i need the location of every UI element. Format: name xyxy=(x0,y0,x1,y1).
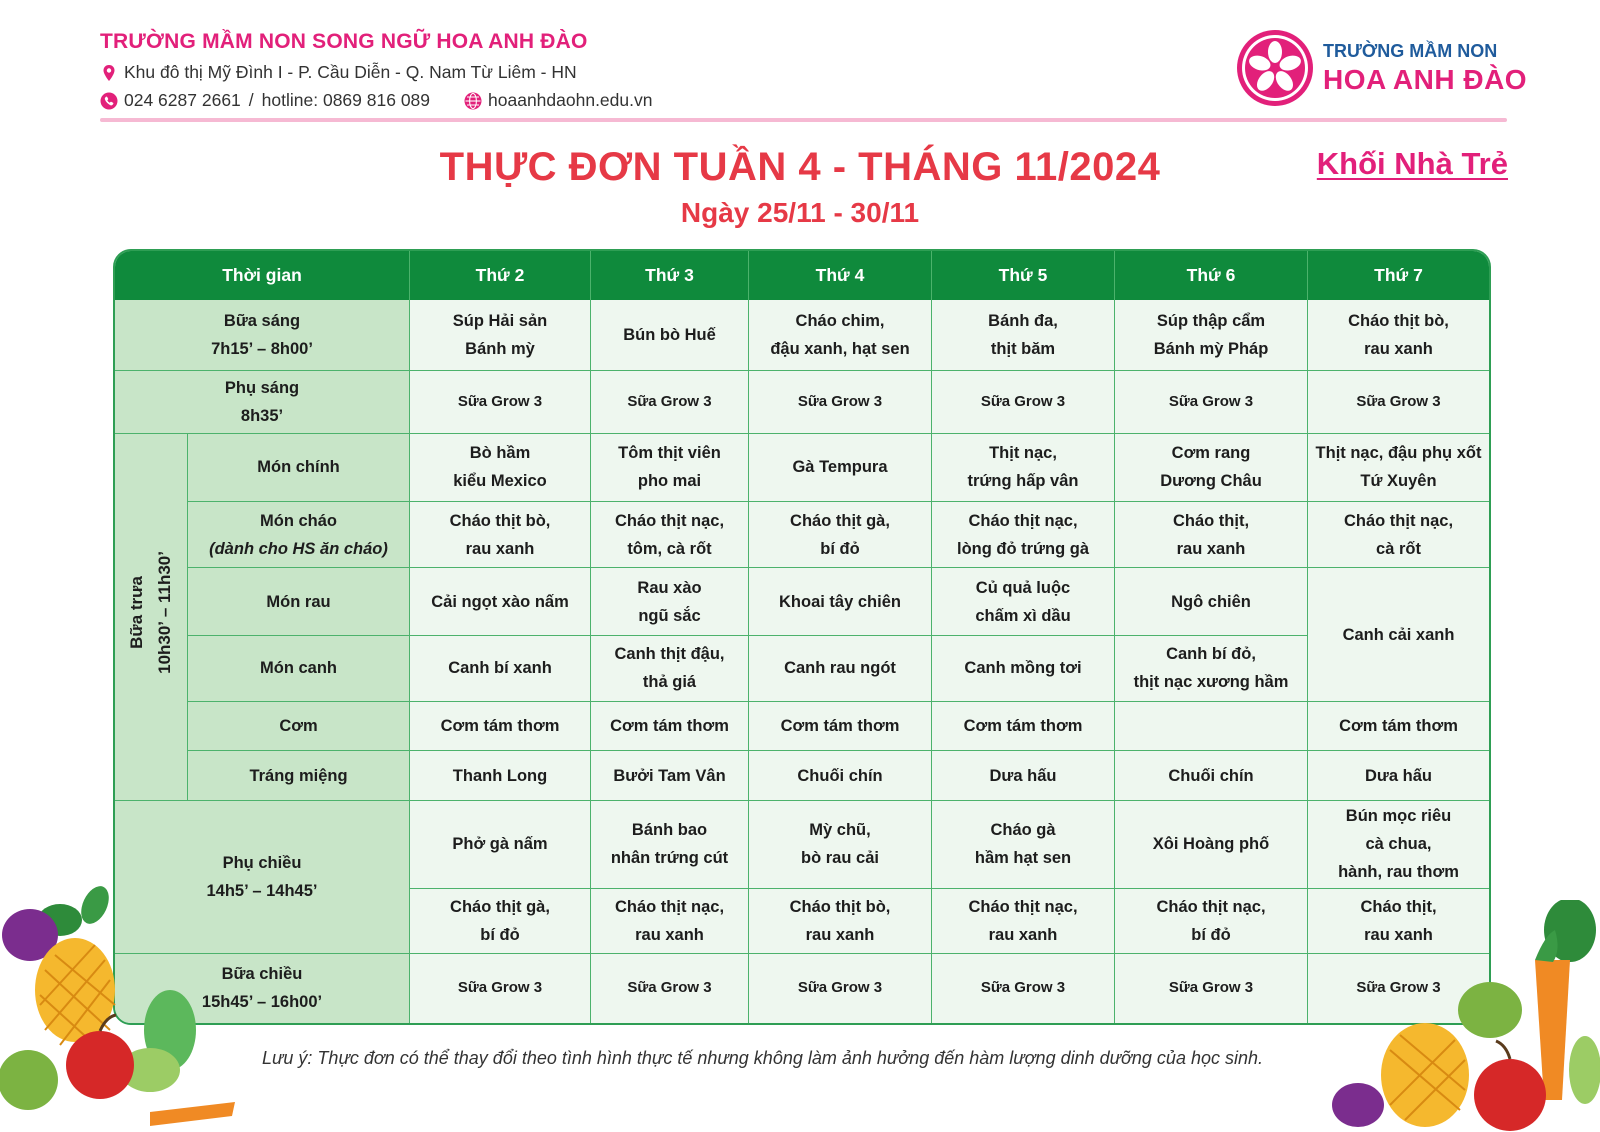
menu-cell: Súp Hải sản Bánh mỳ xyxy=(409,300,590,370)
row-label-rice: Cơm xyxy=(187,701,409,750)
menu-cell: Sữa Grow 3 xyxy=(748,370,931,432)
menu-cell: Canh mồng tơi xyxy=(931,635,1114,701)
menu-cell: Khoai tây chiên xyxy=(748,567,931,634)
menu-cell: Canh rau ngót xyxy=(748,635,931,701)
menu-cell: Cháo thịt bò, rau xanh xyxy=(1307,300,1489,370)
menu-cell: Sữa Grow 3 xyxy=(1307,953,1489,1023)
menu-cell: Củ quả luộc chấm xì dầu xyxy=(931,567,1114,634)
header-cell-tue: Thứ 3 xyxy=(590,251,748,300)
globe-icon xyxy=(464,92,482,110)
location-pin-icon xyxy=(100,64,118,82)
menu-cell: Cơm tám thơm xyxy=(1307,701,1489,750)
menu-cell: Cơm tám thơm xyxy=(590,701,748,750)
row-label-porridge xyxy=(187,501,409,567)
menu-cell: Canh thịt đậu, thả giá xyxy=(590,635,748,701)
menu-cell: Bún bò Huế xyxy=(590,300,748,370)
menu-cell: Bún mọc riêu cà chua, hành, rau thơm xyxy=(1307,800,1489,888)
menu-cell: Cơm tám thơm xyxy=(931,701,1114,750)
menu-cell: Cơm tám thơm xyxy=(409,701,590,750)
row-label-dinner: Bữa chiều 15h45’ – 16h00’ xyxy=(115,953,409,1023)
logo-text-line1: TRƯỜNG MẦM NON xyxy=(1323,41,1498,61)
website-group xyxy=(464,90,652,111)
group-link[interactable]: Khối Nhà Trẻ xyxy=(1316,146,1508,181)
row-label-dessert: Tráng miệng xyxy=(187,750,409,799)
menu-cell: Sữa Grow 3 xyxy=(931,953,1114,1023)
menu-cell: Cháo chim, đậu xanh, hạt sen xyxy=(748,300,931,370)
menu-cell: Phở gà nấm xyxy=(409,800,590,888)
menu-cell: Xôi Hoàng phố xyxy=(1114,800,1307,888)
header-cell-sat: Thứ 7 xyxy=(1307,251,1489,300)
table-row-soup xyxy=(115,635,1489,701)
table-row-porridge xyxy=(115,501,1489,567)
menu-cell: Chuối chín xyxy=(748,750,931,799)
menu-cell: Sữa Grow 3 xyxy=(590,370,748,432)
menu-cell: Sữa Grow 3 xyxy=(409,953,590,1023)
porridge-label: Món cháo xyxy=(260,511,337,530)
menu-table xyxy=(113,249,1491,1025)
menu-cell: Rau xào ngũ sắc xyxy=(590,567,748,634)
lunch-label-text: Bữa trưa 10h30’ – 11h30’ xyxy=(127,550,174,674)
table-row-dinner xyxy=(115,953,1489,1023)
menu-cell: Sữa Grow 3 xyxy=(409,370,590,432)
phone-number[interactable]: 024 6287 2661 xyxy=(124,90,241,110)
menu-cell: Chuối chín xyxy=(1114,750,1307,799)
menu-cell: Cháo thịt nạc, tôm, cà rốt xyxy=(590,501,748,567)
porridge-label-note: (dành cho HS ăn cháo) xyxy=(209,539,388,558)
menu-cell: Dưa hấu xyxy=(931,750,1114,799)
website-link[interactable]: hoaanhdaohn.edu.vn xyxy=(488,90,653,110)
menu-cell: Bánh đa, thịt băm xyxy=(931,300,1114,370)
menu-cell: Sữa Grow 3 xyxy=(590,953,748,1023)
menu-title: THỰC ĐƠN TUẦN 4 - THÁNG 11/2024 xyxy=(439,145,1161,189)
row-label-afternoon-snack: Phụ chiều 14h5’ – 14h45’ xyxy=(115,800,409,953)
menu-cell: Bưởi Tam Vân xyxy=(590,750,748,799)
table-row-breakfast xyxy=(115,300,1489,370)
menu-cell: Bò hầm kiểu Mexico xyxy=(409,433,590,501)
table-row-rice xyxy=(115,701,1489,750)
header-divider xyxy=(100,118,1507,122)
menu-cell: Thịt nạc, đậu phụ xốt Tứ Xuyên xyxy=(1307,433,1489,501)
row-label-soup: Món canh xyxy=(187,635,409,701)
menu-cell: Cháo thịt nạc, lòng đỏ trứng gà xyxy=(931,501,1114,567)
menu-cell: Cháo thịt nạc, rau xanh xyxy=(590,888,748,952)
row-label-breakfast: Bữa sáng 7h15’ – 8h00’ xyxy=(115,300,409,370)
menu-cell: Mỳ chũ, bò rau cải xyxy=(748,800,931,888)
phone-icon xyxy=(100,92,118,110)
menu-cell: Gà Tempura xyxy=(748,433,931,501)
menu-cell xyxy=(1114,701,1307,750)
hotline-number[interactable]: hotline: 0869 816 089 xyxy=(261,90,431,110)
menu-cell: Ngô chiên xyxy=(1114,567,1307,634)
contact-separator: / xyxy=(248,90,254,110)
menu-note: Lưu ý: Thực đơn có thể thay đổi theo tình hình thực tế nhưng không làm ảnh hưởng đến hàm lượng dinh dưỡng của học sinh. xyxy=(262,1048,1263,1068)
table-row-main-dish xyxy=(115,433,1489,501)
logo-text-line2: HOA ANH ĐÀO xyxy=(1323,64,1528,95)
table-row-dessert xyxy=(115,750,1489,799)
menu-cell: Cải ngọt xào nấm xyxy=(409,567,590,634)
fruit-decoration-left xyxy=(0,880,250,1132)
table-row-morning-snack xyxy=(115,370,1489,432)
menu-date-range: Ngày 25/11 - 30/11 xyxy=(680,197,920,228)
menu-cell: Cháo thịt nạc, cà rốt xyxy=(1307,501,1489,567)
menu-cell: Dưa hấu xyxy=(1307,750,1489,799)
menu-cell: Cháo thịt gà, bí đỏ xyxy=(409,888,590,952)
menu-cell: Cháo thịt bò, rau xanh xyxy=(409,501,590,567)
menu-cell: Cháo thịt, rau xanh xyxy=(1114,501,1307,567)
menu-cell: Sữa Grow 3 xyxy=(1114,953,1307,1023)
menu-cell: Cháo thịt nạc, rau xanh xyxy=(931,888,1114,952)
row-label-lunch xyxy=(115,433,187,800)
school-name: TRƯỜNG MẦM NON SONG NGỮ HOA ANH ĐÀO xyxy=(100,30,588,53)
menu-cell: Sữa Grow 3 xyxy=(1307,370,1489,432)
menu-cell: Tôm thịt viên pho mai xyxy=(590,433,748,501)
menu-cell: Thanh Long xyxy=(409,750,590,799)
menu-cell: Cháo thịt nạc, bí đỏ xyxy=(1114,888,1307,952)
header-cell-wed: Thứ 4 xyxy=(748,251,931,300)
menu-cell: Súp thập cẩm Bánh mỳ Pháp xyxy=(1114,300,1307,370)
menu-cell: Sữa Grow 3 xyxy=(1114,370,1307,432)
menu-cell: Canh bí xanh xyxy=(409,635,590,701)
header-cell-time: Thời gian xyxy=(115,251,409,300)
row-label-morning-snack: Phụ sáng 8h35’ xyxy=(115,370,409,432)
header-cell-thu: Thứ 5 xyxy=(931,251,1114,300)
menu-cell: Sữa Grow 3 xyxy=(931,370,1114,432)
row-label-main-dish: Món chính xyxy=(187,433,409,501)
menu-cell: Thịt nạc, trứng hấp vân xyxy=(931,433,1114,501)
header-cell-fri: Thứ 6 xyxy=(1114,251,1307,300)
menu-cell: Sữa Grow 3 xyxy=(748,953,931,1023)
menu-cell: Cháo thịt bò, rau xanh xyxy=(748,888,931,952)
menu-cell: Cháo thịt gà, bí đỏ xyxy=(748,501,931,567)
menu-cell: Cháo gà hầm hạt sen xyxy=(931,800,1114,888)
fruit-decoration-right xyxy=(1330,900,1600,1132)
contact-line xyxy=(100,90,652,111)
menu-cell: Bánh bao nhân trứng cút xyxy=(590,800,748,888)
menu-cell: Cơm rang Dương Châu xyxy=(1114,433,1307,501)
row-label-vegetable: Món rau xyxy=(187,567,409,634)
table-row-afternoon-snack-1 xyxy=(115,800,1489,888)
address-line xyxy=(100,62,577,83)
menu-cell-merged: Canh cải xanh xyxy=(1307,567,1489,701)
menu-cell: Cháo thịt, rau xanh xyxy=(1307,888,1489,952)
address-text: Khu đô thị Mỹ Đình I - P. Cầu Diễn - Q. Nam Từ Liêm - HN xyxy=(124,62,577,82)
table-header-row xyxy=(115,251,1489,300)
menu-cell: Cơm tám thơm xyxy=(748,701,931,750)
cherry-blossom-logo xyxy=(1235,28,1315,108)
table-row-vegetable xyxy=(115,567,1489,634)
header-cell-mon: Thứ 2 xyxy=(409,251,590,300)
menu-cell: Canh bí đỏ, thịt nạc xương hầm xyxy=(1114,635,1307,701)
